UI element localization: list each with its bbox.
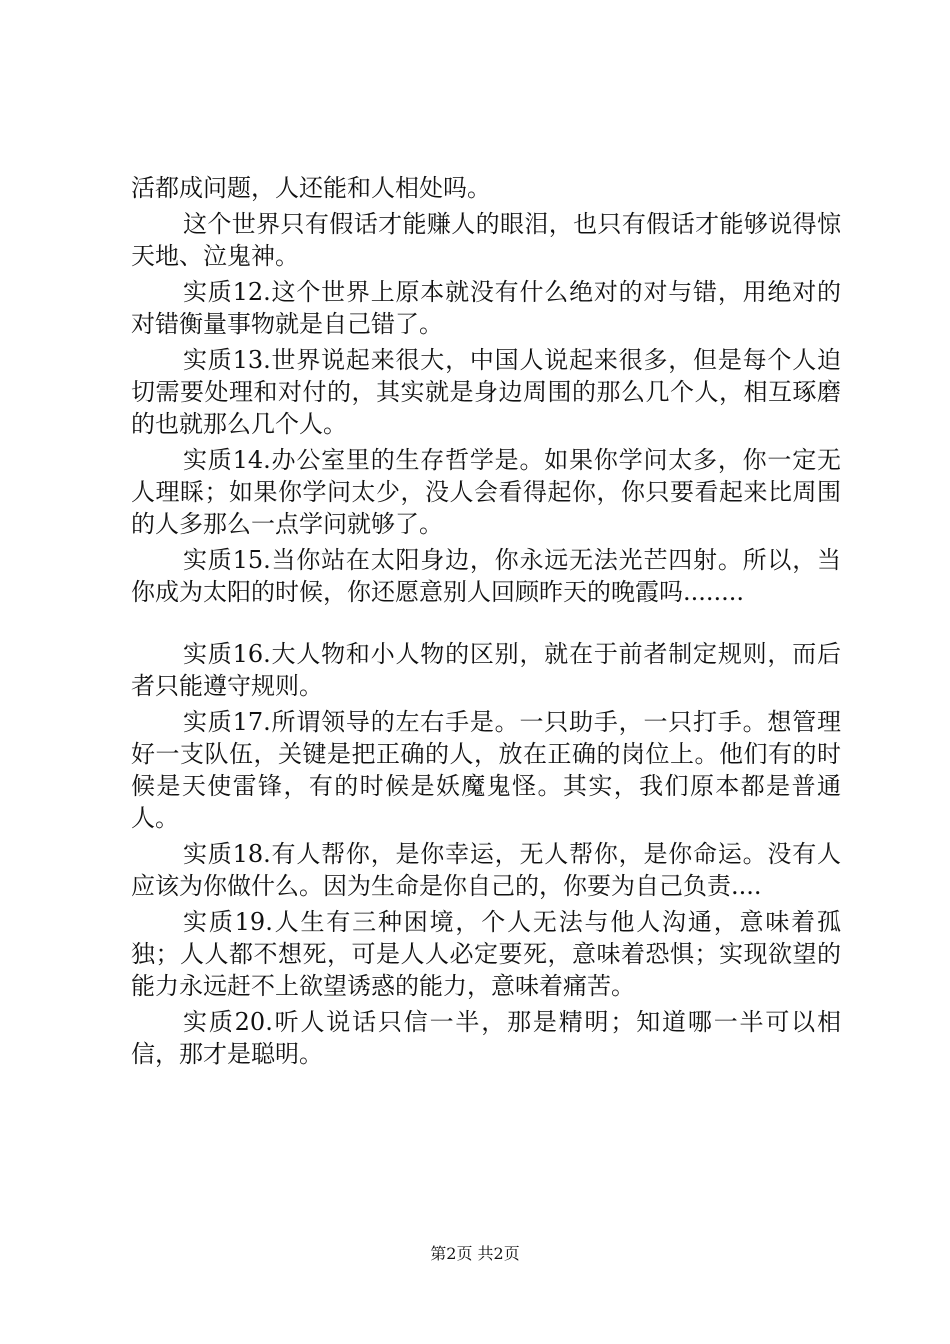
paragraph-item-17: 实质17.所谓领导的左右手是。一只助手，一只打手。想管理好一支队伍，关键是把正确的人，放在正确的岗位上。他们有的时候是天使雷锋，有的时候是妖魔鬼怪。其实，我们原本都是普通人。 bbox=[131, 708, 841, 832]
paragraph-continuation: 活都成问题，人还能和人相处吗。 bbox=[131, 174, 491, 202]
paragraph: 这个世界只有假话才能赚人的眼泪，也只有假话才能够说得惊天地、泣鬼神。 bbox=[131, 210, 841, 270]
paragraph-item-15: 实质15.当你站在太阳身边，你永远无法光芒四射。所以，当你成为太阳的时候，你还愿意别人回顾昨天的晚霞吗........ bbox=[131, 546, 841, 606]
paragraph-item-13: 实质13.世界说起来很大，中国人说起来很多，但是每个人迫切需要处理和对付的，其实就是身边周围的那么几个人，相互琢磨的也就那么几个人。 bbox=[131, 346, 841, 438]
paragraph-item-19: 实质19.人生有三种困境，个人无法与他人沟通，意味着孤独；人人都不想死，可是人人必定要死，意味着恐惧；实现欲望的能力永远赶不上欲望诱惑的能力，意味着痛苦。 bbox=[131, 908, 841, 1000]
paragraph-item-18: 实质18.有人帮你，是你幸运，无人帮你，是你命运。没有人应该为你做什么。因为生命是你自己的，你要为自己负责.... bbox=[131, 840, 841, 900]
paragraph-item-12: 实质12.这个世界上原本就没有什么绝对的对与错，用绝对的对错衡量事物就是自己错了。 bbox=[131, 278, 841, 338]
page-number-label: 第2页 共2页 bbox=[430, 1244, 520, 1263]
paragraph-item-14: 实质14.办公室里的生存哲学是。如果你学问太多，你一定无人理睬；如果你学问太少，没人会看得起你，你只要看起来比周围的人多那么一点学问就够了。 bbox=[131, 446, 841, 538]
page-footer bbox=[0, 1244, 950, 1264]
paragraph-item-16: 实质16.大人物和小人物的区别，就在于前者制定规则，而后者只能遵守规则。 bbox=[131, 640, 841, 700]
document-body bbox=[131, 172, 841, 1074]
paragraph-item-20: 实质20.听人说话只信一半，那是精明；知道哪一半可以相信，那才是聪明。 bbox=[131, 1008, 841, 1068]
